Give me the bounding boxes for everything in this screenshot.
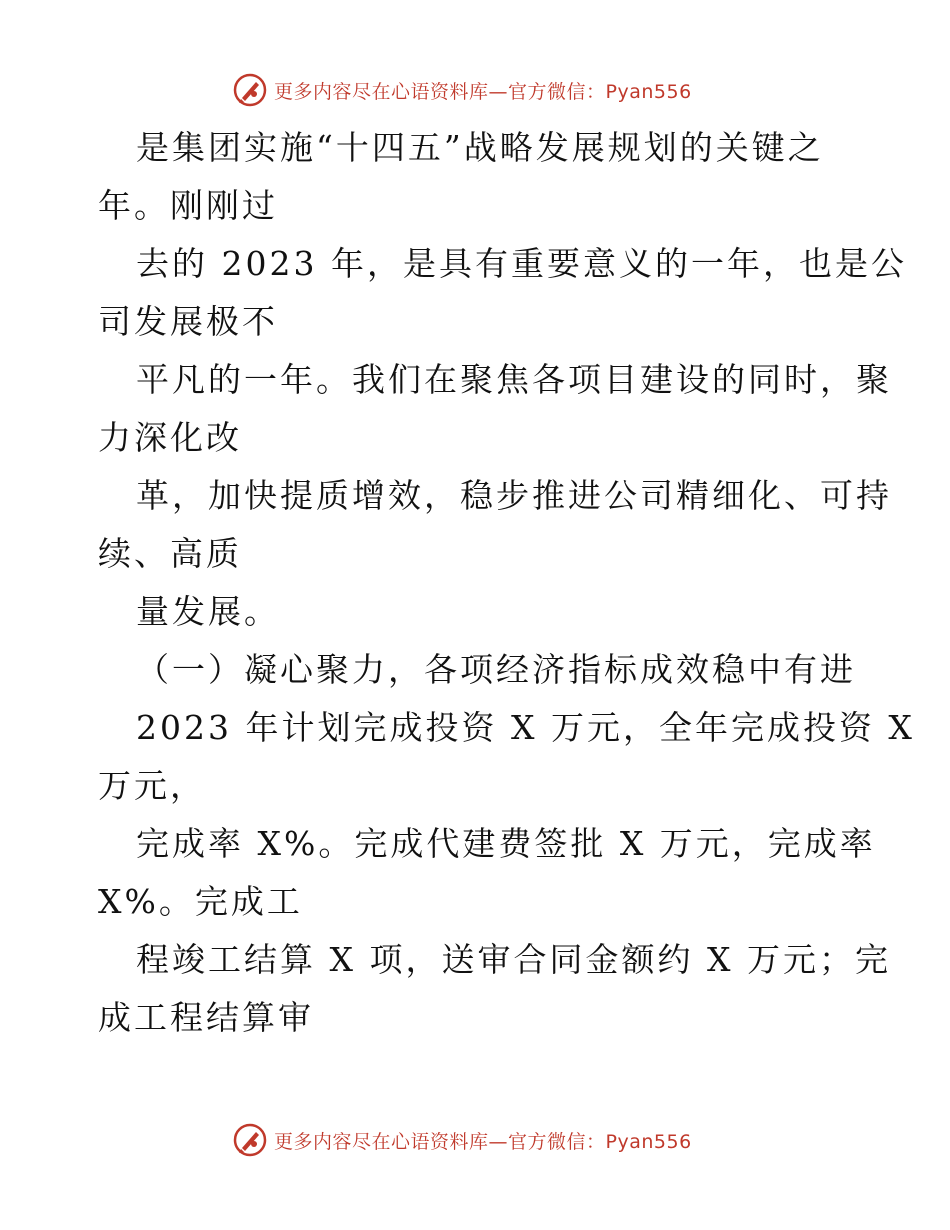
paragraph-line: 万元， [98,766,206,805]
watermark-text: 更多内容尽在心语资料库—官方微信：Pyan556 [274,1130,692,1153]
paragraph-line: 2023 年计划完成投资 X 万元，全年完成投资 X [136,708,915,747]
footer-watermark [232,1120,692,1160]
paragraph-line: 续、高质 [98,534,242,573]
paragraph-line: 年。刚刚过 [98,186,278,225]
paragraph-line: 平凡的一年。我们在聚焦各项目建设的同时，聚 [136,360,892,399]
paragraph-line: X%。完成工 [98,882,303,921]
paragraph-line: 完成率 X%。完成代建费签批 X 万元，完成率 [136,824,876,863]
paragraph-line: 程竣工结算 X 项，送审合同金额约 X 万元；完 [136,940,891,979]
paragraph-line: 成工程结算审 [98,998,314,1037]
paragraph-line: 是集团实施“十四五”战略发展规划的关键之 [136,128,824,167]
paragraph-line: 革，加快提质增效，稳步推进公司精细化、可持 [136,476,892,515]
section-heading: （一）凝心聚力，各项经济指标成效稳中有进 [136,650,856,689]
watermark-text: 更多内容尽在心语资料库—官方微信：Pyan556 [274,80,692,103]
paragraph-line: 量发展。 [136,592,280,631]
paragraph-line: 去的 2023 年，是具有重要意义的一年，也是公 [136,244,907,283]
paragraph-line: 司发展极不 [98,302,278,341]
pen-seal-icon [232,1122,268,1158]
paragraph-line: 力深化改 [98,418,242,457]
